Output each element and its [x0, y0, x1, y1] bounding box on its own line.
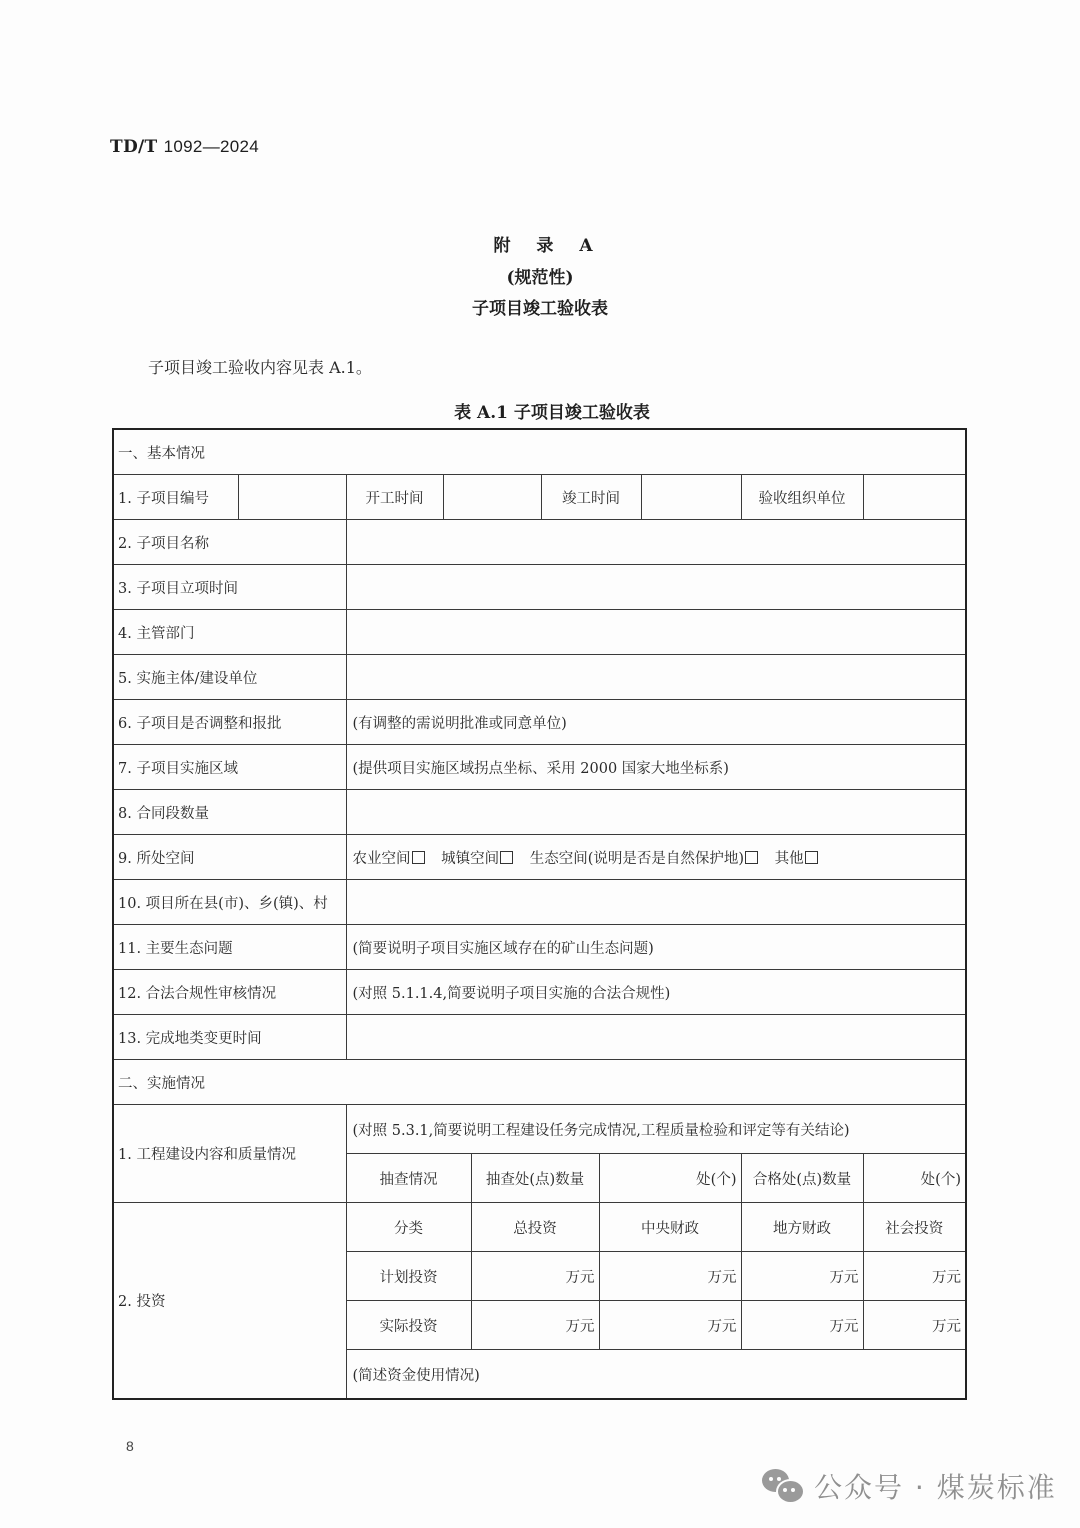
watermark-text: 公众号 · 煤炭标准 [814, 1471, 1057, 1504]
table-row [113, 655, 966, 700]
fund-usage-note[interactable]: (简述资金使用情况) [346, 1350, 966, 1400]
intro-paragraph: 子项目竣工验收内容见表 A.1。 [148, 358, 372, 377]
appendix-label: 附 录 A [493, 236, 603, 256]
row-label: 6. 子项目是否调整和报批 [113, 700, 346, 745]
row-value[interactable] [346, 1015, 966, 1060]
row-label: 11. 主要生态问题 [113, 925, 346, 970]
field-label: 抽查情况 [346, 1154, 471, 1203]
end-date-field[interactable] [641, 475, 741, 520]
unit-label[interactable]: 处(个) [599, 1154, 741, 1203]
option-label: 城镇空间 [441, 850, 500, 867]
row-value[interactable] [346, 655, 966, 700]
field-label: 开工时间 [346, 475, 443, 520]
table-row [113, 475, 966, 520]
table-row [113, 1203, 966, 1252]
option-label: 农业空间 [352, 850, 411, 867]
column-header: 中央财政 [599, 1203, 741, 1252]
amount-cell[interactable]: 万元 [471, 1252, 599, 1301]
amount-cell[interactable]: 万元 [741, 1301, 863, 1350]
row-label: 1. 工程建设内容和质量情况 [113, 1105, 346, 1203]
table-row [113, 1105, 966, 1154]
start-date-field[interactable] [443, 475, 541, 520]
checkbox-ecological[interactable] [745, 851, 758, 864]
row-value[interactable]: (简要说明子项目实施区域存在的矿山生态问题) [346, 925, 966, 970]
section-implementation-heading-row [113, 1060, 966, 1105]
row-value[interactable]: (有调整的需说明批准或同意单位) [346, 700, 966, 745]
table-row [113, 970, 966, 1015]
checkbox-agricultural[interactable] [412, 851, 425, 864]
row-label: 1. 子项目编号 [113, 475, 238, 520]
section-heading: 一、基本情况 [113, 429, 966, 475]
section-basic-heading-row [113, 429, 966, 475]
appendix-nature: (规范性) [506, 268, 574, 288]
table-row [113, 835, 966, 880]
amount-cell[interactable]: 万元 [863, 1301, 966, 1350]
table-caption: 表 A.1 子项目竣工验收表 [454, 403, 650, 423]
row-label: 实际投资 [346, 1301, 471, 1350]
page-number: 8 [126, 1438, 134, 1454]
row-value[interactable] [346, 610, 966, 655]
column-header: 地方财政 [741, 1203, 863, 1252]
column-header: 分类 [346, 1203, 471, 1252]
row-label: 2. 投资 [113, 1203, 346, 1400]
field-label: 竣工时间 [541, 475, 641, 520]
table-row [113, 1015, 966, 1060]
checkbox-urban[interactable] [500, 851, 513, 864]
row-label: 12. 合法合规性审核情况 [113, 970, 346, 1015]
amount-cell[interactable]: 万元 [471, 1301, 599, 1350]
row-value[interactable] [346, 520, 966, 565]
acceptance-form-table [112, 428, 967, 1400]
amount-cell[interactable]: 万元 [863, 1252, 966, 1301]
row-label: 7. 子项目实施区域 [113, 745, 346, 790]
row-label: 5. 实施主体/建设单位 [113, 655, 346, 700]
table-row [113, 610, 966, 655]
row-label: 9. 所处空间 [113, 835, 346, 880]
amount-cell[interactable]: 万元 [741, 1252, 863, 1301]
table-row [113, 565, 966, 610]
unit-label[interactable]: 处(个) [863, 1154, 966, 1203]
amount-cell[interactable]: 万元 [599, 1301, 741, 1350]
space-options [346, 835, 966, 880]
row-value[interactable] [346, 565, 966, 610]
quality-note[interactable]: (对照 5.3.1,简要说明工程建设任务完成情况,工程质量检验和评定等有关结论) [346, 1105, 966, 1154]
table-row [113, 700, 966, 745]
section-heading: 二、实施情况 [113, 1060, 966, 1105]
row-label: 计划投资 [346, 1252, 471, 1301]
table-row [113, 880, 966, 925]
column-header: 总投资 [471, 1203, 599, 1252]
standard-code [110, 137, 259, 157]
amount-cell[interactable]: 万元 [599, 1252, 741, 1301]
row-label: 10. 项目所在县(市)、乡(镇)、村 [113, 880, 346, 925]
row-value[interactable]: (提供项目实施区域拐点坐标、采用 2000 国家大地坐标系) [346, 745, 966, 790]
row-label: 3. 子项目立项时间 [113, 565, 346, 610]
appendix-title: 子项目竣工验收表 [472, 299, 608, 319]
option-label: 其他 [774, 850, 804, 867]
acceptance-org-field[interactable] [863, 475, 966, 520]
field-label: 合格处(点)数量 [741, 1154, 863, 1203]
project-id-field[interactable] [238, 475, 346, 520]
field-label: 验收组织单位 [741, 475, 863, 520]
column-header: 社会投资 [863, 1203, 966, 1252]
table-row [113, 745, 966, 790]
wechat-icon [762, 1469, 804, 1503]
table-row [113, 520, 966, 565]
watermark [762, 1466, 1057, 1506]
checkbox-other[interactable] [805, 851, 818, 864]
standard-number: 1092—2024 [163, 137, 260, 156]
row-value[interactable]: (对照 5.1.1.4,简要说明子项目实施的合法合规性) [346, 970, 966, 1015]
row-label: 13. 完成地类变更时间 [113, 1015, 346, 1060]
row-label: 2. 子项目名称 [113, 520, 346, 565]
row-value[interactable] [346, 880, 966, 925]
option-label: 生态空间(说明是否是自然保护地) [529, 850, 745, 867]
table-row [113, 790, 966, 835]
row-label: 4. 主管部门 [113, 610, 346, 655]
row-label: 8. 合同段数量 [113, 790, 346, 835]
standard-prefix: TD/T [110, 137, 158, 157]
table-row [113, 925, 966, 970]
row-value[interactable] [346, 790, 966, 835]
field-label: 抽查处(点)数量 [471, 1154, 599, 1203]
